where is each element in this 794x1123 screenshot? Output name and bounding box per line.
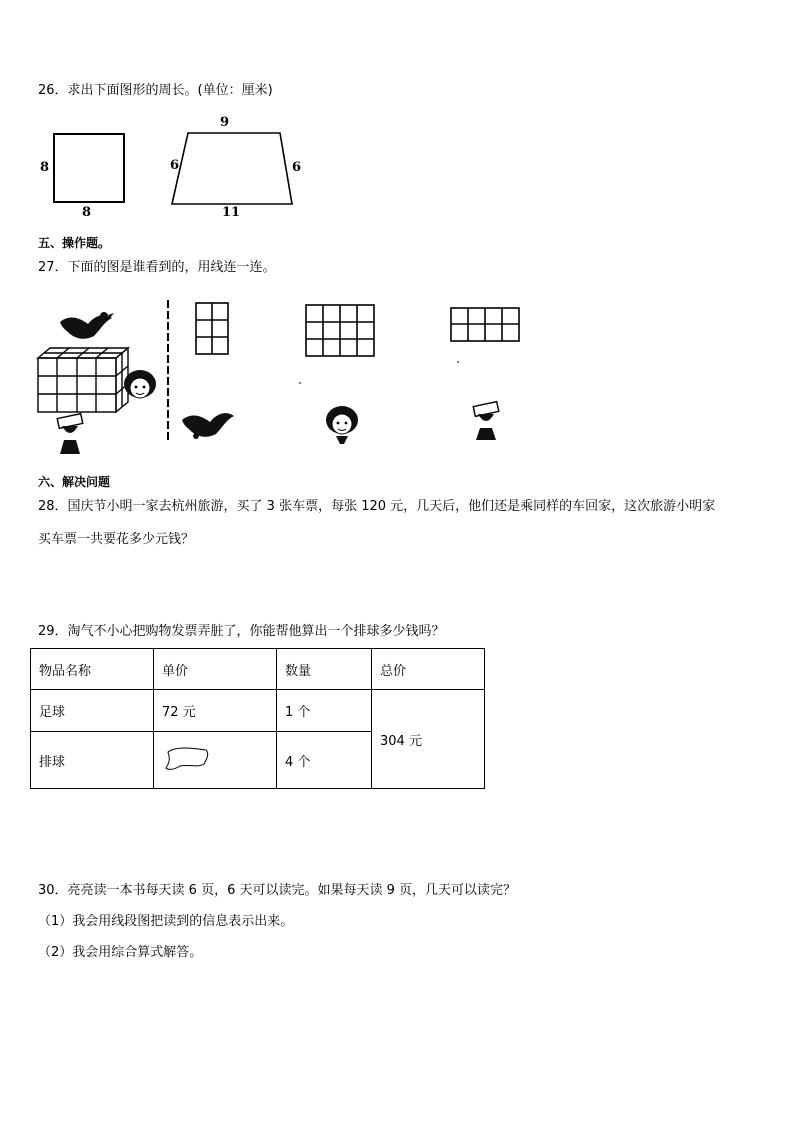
q26-text: 26．求出下面图形的周长。(单位：厘米) [38, 83, 273, 98]
trapezoid-bottom-label: 11 [222, 205, 241, 220]
trapezoid-top-label: 9 [220, 115, 230, 130]
q28-line1: 28．国庆节小明一家去杭州旅游，买了 3 张车票，每张 120 元，几天后，他们还是乘同样的车回家，这次旅游小明家 [38, 499, 716, 514]
q29-text: 29．淘气不小心把购物发票弄脏了，你能帮他算出一个排球多少钱吗？ [38, 624, 445, 639]
item-name: 足球 [31, 690, 154, 732]
girl-icon [326, 406, 358, 444]
smudge-icon [162, 744, 212, 772]
square-shape [54, 134, 124, 202]
q30-sub1: （1）我会用线段图把读到的信息表示出来。 [38, 914, 294, 929]
cube-block [38, 348, 128, 412]
view-wide-grid [306, 305, 374, 356]
trapezoid-right-label: 6 [292, 160, 302, 175]
boy-icon [57, 414, 83, 454]
header-cell: 数量 [277, 649, 372, 690]
q28-line2: 买车票一共要花多少元钱？ [38, 532, 195, 547]
q30-sub2: （2）我会用综合算式解答。 [38, 945, 203, 960]
item-qty: 4 个 [277, 732, 372, 789]
square-left-label: 8 [40, 160, 50, 175]
bird-icon [182, 413, 234, 439]
invoice-table [30, 648, 485, 789]
header-cell: 单价 [154, 649, 277, 690]
section6-heading: 六、解决问题 [38, 475, 111, 489]
section5-heading: 五、操作题。 [38, 236, 111, 250]
item-name: 排球 [31, 732, 154, 789]
item-qty: 1 个 [277, 690, 372, 732]
bird-icon [60, 312, 114, 339]
header-cell: 总价 [372, 649, 485, 690]
trapezoid-shape [172, 133, 292, 204]
view-tall-grid [196, 303, 228, 354]
girl-icon [124, 370, 156, 398]
q30-text: 30．亮亮读一本书每天读 6 页，6 天可以读完。如果每天读 9 页，几天可以读完？ [38, 883, 517, 898]
view-top-grid [451, 308, 519, 341]
total-price: 304 元 [372, 690, 485, 789]
table-header-row [31, 649, 485, 690]
square-bottom-label: 8 [82, 205, 92, 220]
table-row [31, 690, 485, 732]
item-price: 72 元 [154, 690, 277, 732]
smudged-price [154, 732, 277, 789]
q27-picture [30, 292, 550, 457]
trapezoid-left-label: 6 [170, 158, 180, 173]
header-cell: 物品名称 [31, 649, 154, 690]
boy-icon [473, 402, 499, 440]
q27-text: 27．下面的图是谁看到的，用线连一连。 [38, 260, 276, 275]
